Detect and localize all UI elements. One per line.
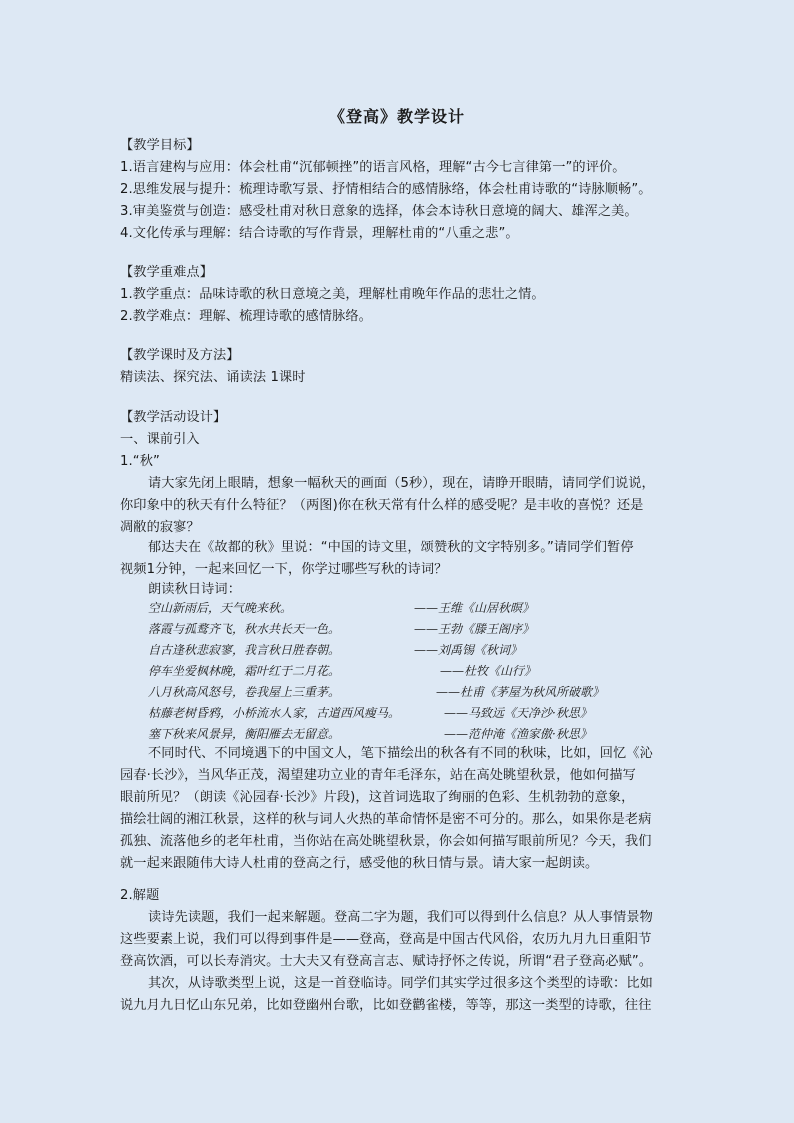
paragraph-line: 就一起来跟随伟大诗人杜甫的登高之行，感受他的秋日情与景。请大家一起朗读。	[120, 856, 599, 871]
paragraph-line: 读诗先读题，我们一起来解题。登高二字为题，我们可以得到什么信息？从人事情景物	[148, 910, 653, 925]
key-point-item: 1.教学重点：品味诗歌的秋日意境之美，理解杜甫晚年作品的悲壮之情。	[120, 287, 545, 302]
poem-line: 塞下秋来风景异，衡阳雁去无留意。	[148, 727, 341, 741]
poem-line: 落霞与孤鹜齐飞，秋水共长天一色。	[148, 622, 341, 636]
paragraph-line: 请大家先闭上眼睛，想象一幅秋天的画面（5秒），现在，请睁开眼睛，请同学们说说，	[148, 476, 655, 491]
poem-line: 停车坐爱枫林晚，霜叶红于二月花。	[148, 664, 341, 678]
paragraph-line: 这些要素上说，我们可以得到事件是——登高，登高是中国古代风俗，农历九月九日重阳节	[120, 932, 652, 947]
methods-text: 精读法、探究法、诵读法 1课时	[120, 370, 306, 385]
poem-line: 八月秋高风怒号，卷我屋上三重茅。	[148, 685, 341, 699]
poem-author: ——王勃《滕王阁序》	[414, 622, 535, 636]
paragraph-line: 园春·长沙》，当风华正茂，渴望建功立业的青年毛泽东，站在高处眺望秋景，他如何描写	[120, 768, 636, 783]
objective-item: 4.文化传承与理解：结合诗歌的写作背景，理解杜甫的“八重之悲”。	[120, 226, 519, 241]
objective-item: 3.审美鉴赏与创造：感受杜甫对秋日意象的选择，体会本诗秋日意境的阔大、雄浑之美。	[120, 204, 638, 219]
section-heading-objectives: 【教学目标】	[120, 138, 200, 153]
poem-author: ——范仲淹《渔家傲·秋思》	[444, 727, 592, 741]
paragraph-line: 郁达夫在《故都的秋》里说：“中国的诗文里，颂赞秋的文字特别多。”请同学们暂停	[148, 540, 634, 555]
document-title: 《登高》教学设计	[328, 107, 465, 126]
paragraph-line: 其次，从诗歌类型上说，这是一首登临诗。同学们其实学过很多这个类型的诗歌：比如	[148, 976, 653, 991]
paragraph-line: 不同时代、不同境遇下的中国文人，笔下描绘出的秋各有不同的秋味，比如，回忆《沁	[148, 746, 653, 761]
poem-author: ——杜甫《茅屋为秋风所破歌》	[436, 685, 605, 699]
paragraph-line: 你印象中的秋天有什么特征？（两图)你在秋天常有什么样的感受呢？是丰收的喜悦？还是	[120, 498, 644, 513]
paragraph-line: 凋敝的寂寥？	[120, 520, 200, 535]
paragraph-line: 孤独、流落他乡的老年杜甫，当你站在高处眺望秋景，你会如何描写眼前所见？今天，我们	[120, 834, 652, 849]
section-heading-activities: 【教学活动设计】	[120, 410, 227, 425]
paragraph-line: 登高饮酒，可以长寿消灾。士大夫又有登高言志、赋诗抒怀之传说，所谓“君子登高必赋”。	[120, 954, 653, 969]
poem-author: ——马致远《天净沙·秋思》	[444, 706, 592, 720]
key-point-item: 2.教学难点：理解、梳理诗歌的感情脉络。	[120, 309, 372, 324]
part-heading: 一、课前引入	[120, 432, 200, 447]
poem-author: ——刘禹锡《秋词》	[414, 643, 523, 657]
poem-line: 自古逢秋悲寂寥，我言秋日胜春朝。	[148, 643, 341, 657]
poem-line: 枯藤老树昏鸦，小桥流水人家，古道西风瘦马。	[148, 706, 401, 720]
poem-author: ——王维《山居秋暝》	[414, 601, 535, 615]
poem-author: ——杜牧《山行》	[440, 664, 537, 678]
objective-item: 1.语言建构与应用：体会杜甫“沉郁顿挫”的语言风格，理解“古今七言律第一”的评价。	[120, 160, 626, 175]
objective-item: 2.思维发展与提升：梳理诗歌写景、抒情相结合的感情脉络，体会杜甫诗歌的“诗脉顺畅”。	[120, 182, 652, 197]
paragraph-line: 说九月九日忆山东兄弟，比如登幽州台歌，比如登鹳雀楼，等等，那这一类型的诗歌，往往	[120, 998, 652, 1013]
paragraph-line: 描绘壮阔的湘江秋景，这样的秋与词人火热的革命情怀是密不可分的。那么，如果你是老病	[120, 812, 652, 827]
section-heading-methods: 【教学课时及方法】	[120, 348, 240, 363]
paragraph-line: 眼前所见？（朗读《沁园春·长沙》片段)，这首词选取了绚丽的色彩、生机勃勃的意象，	[120, 790, 635, 805]
paragraph-line: 朗读秋日诗词：	[148, 582, 242, 597]
paragraph-line: 视频1分钟，一起来回忆一下，你学过哪些写秋的诗词？	[120, 562, 448, 577]
item-heading-autumn: 1.“秋”	[120, 454, 160, 469]
poem-line: 空山新雨后，天气晚来秋。	[148, 601, 293, 615]
section-heading-key-points: 【教学重难点】	[120, 265, 214, 280]
item-heading-title-analysis: 2.解题	[120, 888, 160, 903]
